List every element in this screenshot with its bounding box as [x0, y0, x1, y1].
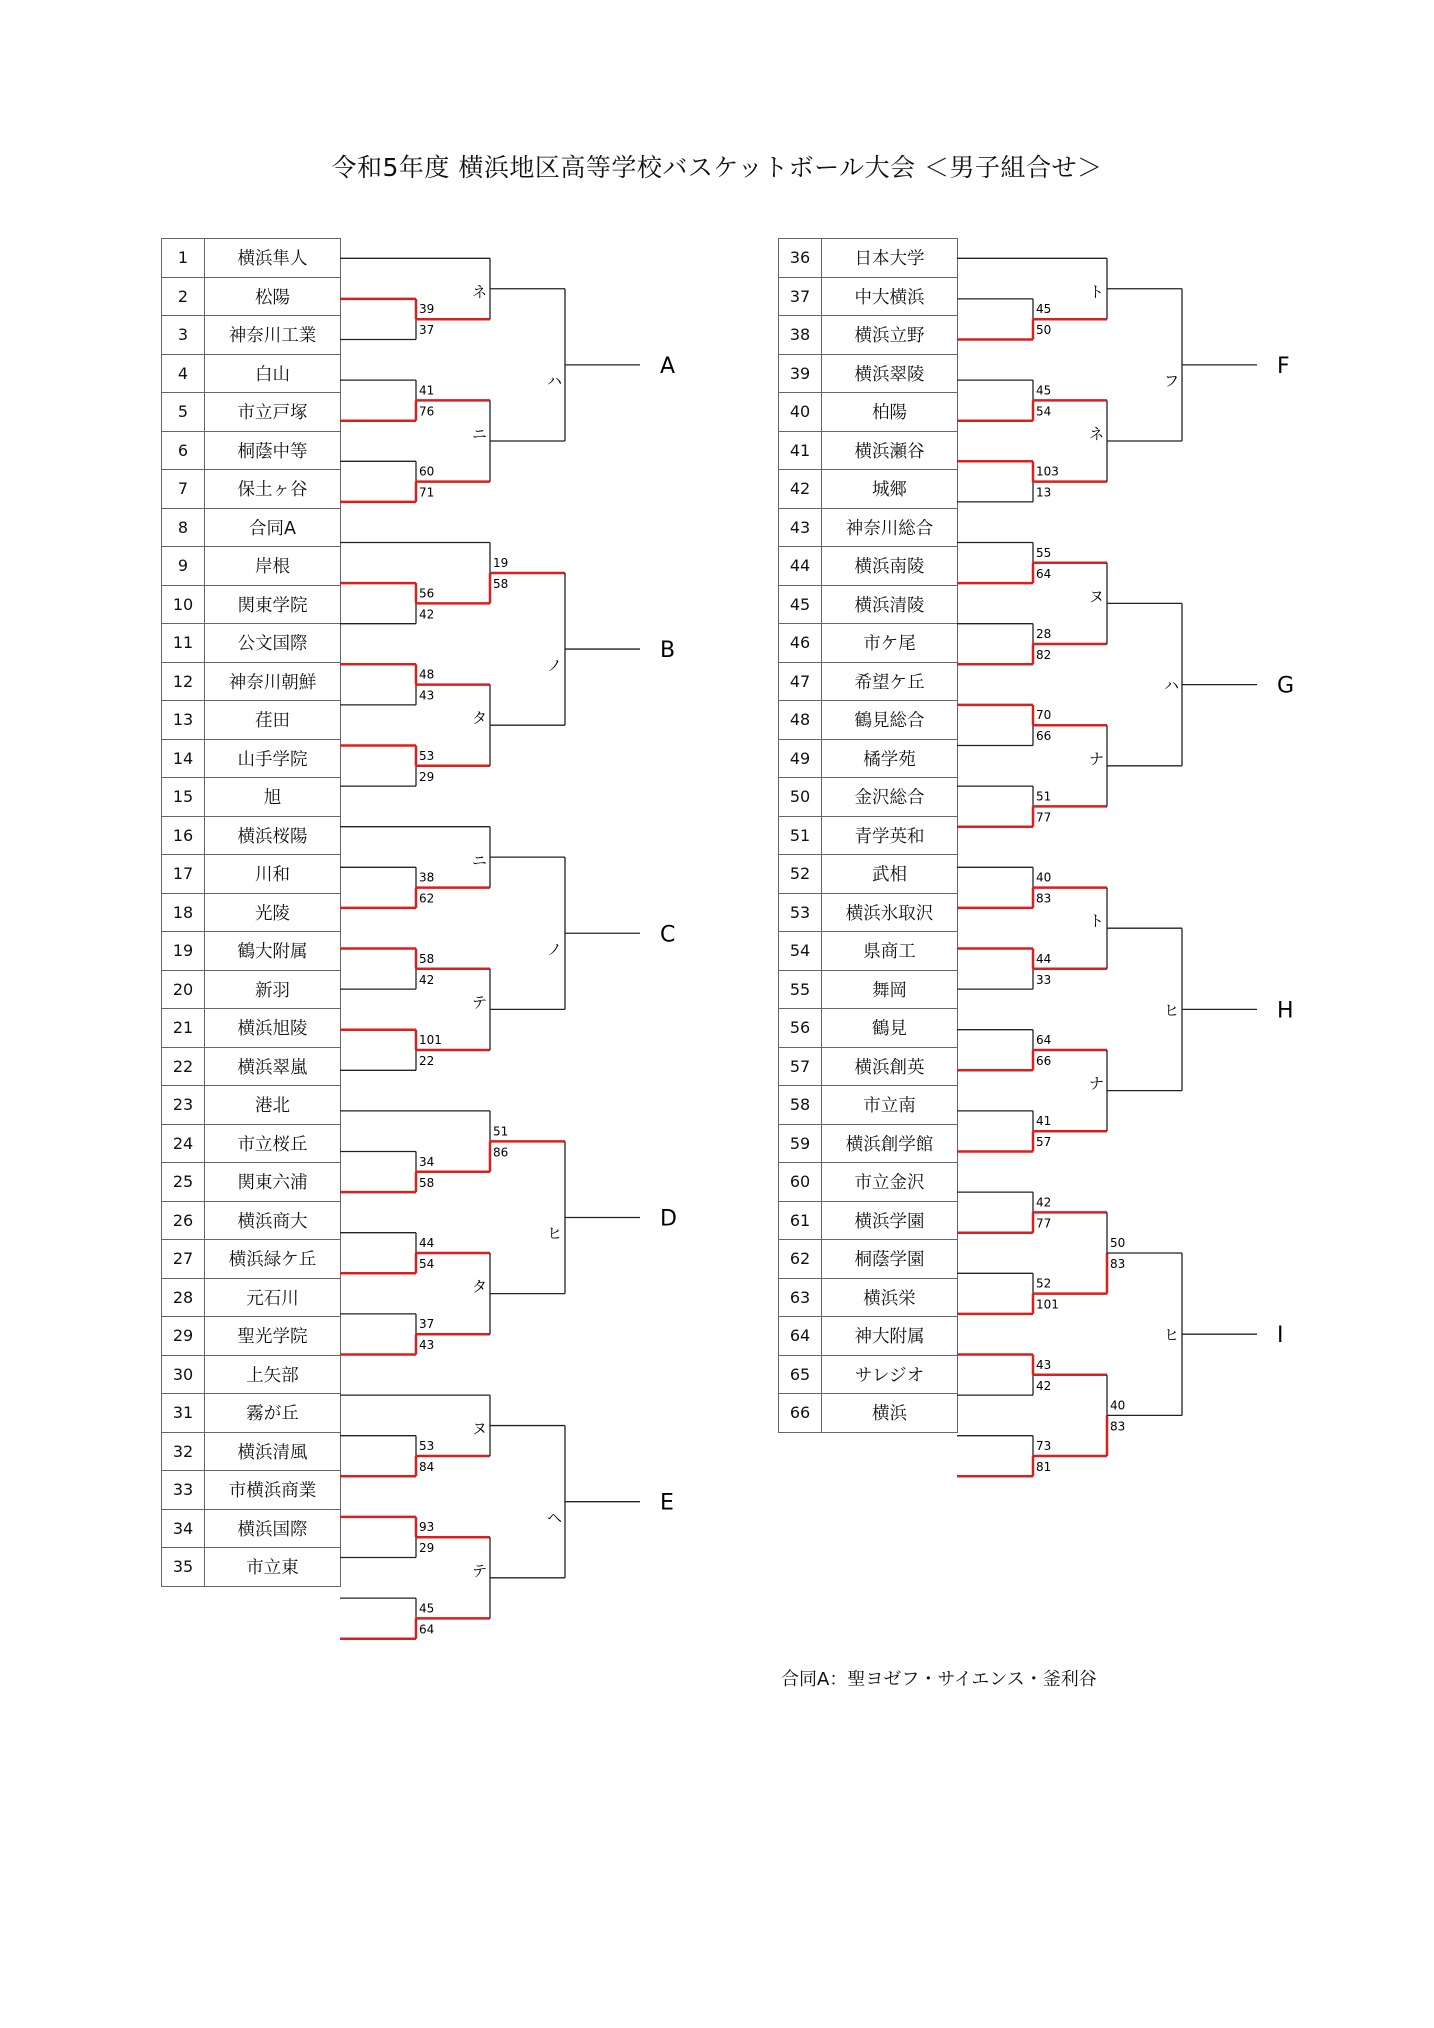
score-label: 60 [419, 464, 435, 479]
team-number: 6 [162, 431, 205, 470]
team-name: 桐蔭中等 [205, 431, 341, 470]
score-label: 34 [419, 1154, 435, 1169]
team-number: 39 [779, 354, 822, 393]
score-label: 93 [419, 1520, 435, 1535]
team-name: 横浜緑ケ丘 [205, 1240, 341, 1279]
score-label: 64 [419, 1622, 435, 1637]
team-number: 45 [779, 585, 822, 624]
score-label: 56 [419, 586, 435, 601]
score-label: 43 [419, 688, 435, 703]
score-label: 43 [1036, 1357, 1052, 1372]
score-label: 77 [1036, 810, 1052, 825]
team-name: 金沢総合 [822, 778, 958, 817]
block-label: F [1277, 353, 1290, 379]
score-label: 48 [419, 667, 435, 682]
team-number: 25 [162, 1163, 205, 1202]
bracket-label: ナ [1089, 749, 1105, 768]
score-label: 58 [419, 951, 435, 966]
team-number: 49 [779, 739, 822, 778]
team-number: 54 [779, 932, 822, 971]
score-label: 44 [419, 1236, 435, 1250]
team-name: 横浜翠陵 [822, 354, 958, 393]
score-label: 71 [419, 485, 435, 500]
score-label: 86 [493, 1145, 509, 1160]
block-label: C [660, 922, 676, 948]
page-title: 令和5年度 横浜地区高等学校バスケットボール大会 ＜男子組合せ＞ [331, 153, 1103, 182]
team-name: 鶴見総合 [822, 701, 958, 740]
team-number: 20 [162, 970, 205, 1009]
team-name: 霧が丘 [205, 1394, 341, 1433]
team-number: 58 [779, 1086, 822, 1125]
score-label: 52 [1036, 1276, 1052, 1291]
team-name: 白山 [205, 354, 341, 393]
team-number: 28 [162, 1278, 205, 1317]
score-label: 70 [1036, 708, 1052, 723]
team-name: 合同A [205, 508, 341, 547]
bracket-label: ネ [472, 282, 488, 301]
team-number: 29 [162, 1317, 205, 1356]
bracket-label: ノ [547, 656, 563, 675]
team-name: 鶴見 [822, 1009, 958, 1048]
team-name: 横浜 [822, 1394, 958, 1433]
score-label: 45 [419, 1601, 435, 1616]
team-name: 横浜桜陽 [205, 816, 341, 855]
score-label: 66 [1036, 1054, 1052, 1068]
score-label: 28 [1036, 627, 1052, 641]
team-name: 日本大学 [822, 239, 958, 278]
score-label: 66 [1036, 729, 1052, 744]
team-name: 市立戸塚 [205, 393, 341, 432]
bracket-label: テ [472, 1561, 488, 1580]
bracket-label: ヒ [1164, 1001, 1180, 1020]
score-label: 83 [1036, 891, 1052, 906]
team-number: 34 [162, 1509, 205, 1548]
team-name: 神奈川総合 [822, 508, 958, 547]
team-name: 横浜商大 [205, 1201, 341, 1240]
team-number: 64 [779, 1317, 822, 1356]
team-name: 横浜創学館 [822, 1124, 958, 1163]
score-label: 13 [1036, 485, 1052, 500]
team-number: 42 [779, 470, 822, 509]
bracket-label: ヒ [547, 1224, 563, 1243]
team-number: 15 [162, 778, 205, 817]
team-number: 19 [162, 932, 205, 971]
team-number: 53 [779, 893, 822, 932]
team-number: 12 [162, 662, 205, 701]
team-name: 横浜氷取沢 [822, 893, 958, 932]
score-label: 54 [1036, 404, 1052, 419]
team-number: 44 [779, 547, 822, 586]
score-label: 81 [1036, 1460, 1052, 1474]
team-name: 神奈川工業 [205, 316, 341, 355]
bracket-label: ヌ [1089, 587, 1105, 606]
score-label: 55 [1036, 545, 1052, 560]
team-number: 62 [779, 1240, 822, 1279]
team-number: 47 [779, 662, 822, 701]
team-number: 56 [779, 1009, 822, 1048]
score-label: 58 [493, 576, 509, 591]
score-label: 29 [419, 769, 435, 784]
block-label: H [1277, 998, 1294, 1024]
team-number: 21 [162, 1009, 205, 1048]
team-name: 県商工 [822, 932, 958, 971]
team-name: 横浜翠嵐 [205, 1047, 341, 1086]
team-name: 武相 [822, 855, 958, 894]
score-label: 50 [1036, 323, 1052, 338]
team-name: 鶴大附属 [205, 932, 341, 971]
score-label: 37 [419, 323, 435, 338]
bracket-label: ヌ [472, 1419, 488, 1438]
score-label: 64 [1036, 1033, 1052, 1047]
bracket-label: タ [472, 709, 488, 728]
score-label: 22 [419, 1054, 435, 1068]
score-label: 103 [1036, 464, 1059, 479]
team-number: 8 [162, 508, 205, 547]
score-label: 101 [1036, 1297, 1059, 1312]
team-number: 31 [162, 1394, 205, 1433]
team-name: 舞岡 [822, 970, 958, 1009]
team-number: 30 [162, 1355, 205, 1394]
team-name: 山手学院 [205, 739, 341, 778]
score-label: 53 [419, 748, 435, 763]
team-name: 横浜南陵 [822, 547, 958, 586]
team-name: 光陵 [205, 893, 341, 932]
team-number: 37 [779, 277, 822, 316]
score-label: 101 [419, 1033, 442, 1047]
team-name: 青学英和 [822, 816, 958, 855]
team-number: 43 [779, 508, 822, 547]
team-name: 川和 [205, 855, 341, 894]
team-number: 36 [779, 239, 822, 278]
team-name: サレジオ [822, 1355, 958, 1394]
team-name: 市立金沢 [822, 1163, 958, 1202]
bracket-label: フ [1164, 372, 1180, 391]
team-name: 横浜清陵 [822, 585, 958, 624]
team-name: 元石川 [205, 1278, 341, 1317]
score-label: 38 [419, 870, 435, 885]
team-number: 3 [162, 316, 205, 355]
team-name: 市立桜丘 [205, 1124, 341, 1163]
team-number: 22 [162, 1047, 205, 1086]
team-name: 横浜隼人 [205, 239, 341, 278]
team-number: 59 [779, 1124, 822, 1163]
footnote: 合同A：聖ヨゼフ・サイエンス・釜利谷 [781, 1669, 1097, 1690]
team-name: 城郷 [822, 470, 958, 509]
block-label: E [660, 1490, 674, 1516]
team-number: 63 [779, 1278, 822, 1317]
team-number: 65 [779, 1355, 822, 1394]
score-label: 29 [419, 1541, 435, 1556]
team-number: 33 [162, 1471, 205, 1510]
team-number: 9 [162, 547, 205, 586]
team-name: 横浜瀬谷 [822, 431, 958, 470]
team-name: 横浜学園 [822, 1201, 958, 1240]
team-name: 新羽 [205, 970, 341, 1009]
score-label: 51 [493, 1124, 509, 1139]
block-label: G [1277, 673, 1295, 699]
bracket-label: ナ [1089, 1074, 1105, 1093]
bracket-label: テ [472, 993, 488, 1012]
team-name: 神奈川朝鮮 [205, 662, 341, 701]
score-label: 76 [419, 404, 435, 419]
team-number: 40 [779, 393, 822, 432]
score-label: 57 [1036, 1135, 1052, 1150]
score-label: 42 [1036, 1195, 1052, 1210]
bracket-label: ヘ [547, 1508, 563, 1527]
score-label: 33 [1036, 972, 1052, 987]
team-number: 32 [162, 1432, 205, 1471]
team-number: 23 [162, 1086, 205, 1125]
score-label: 84 [419, 1460, 435, 1474]
team-number: 17 [162, 855, 205, 894]
score-label: 73 [1036, 1439, 1052, 1453]
team-name: 旭 [205, 778, 341, 817]
team-number: 27 [162, 1240, 205, 1279]
score-label: 42 [419, 607, 435, 622]
score-label: 45 [1036, 302, 1052, 317]
team-name: 市立南 [822, 1086, 958, 1125]
team-number: 7 [162, 470, 205, 509]
team-name: 希望ケ丘 [822, 662, 958, 701]
team-number: 41 [779, 431, 822, 470]
team-number: 46 [779, 624, 822, 663]
team-number: 55 [779, 970, 822, 1009]
team-name: 関東学院 [205, 585, 341, 624]
team-name: 横浜清風 [205, 1432, 341, 1471]
bracket-label: ト [1089, 912, 1105, 931]
score-label: 45 [1036, 383, 1052, 398]
score-label: 64 [1036, 566, 1052, 581]
team-name: 聖光学院 [205, 1317, 341, 1356]
bracket-label: ノ [547, 940, 563, 959]
team-name: 市立東 [205, 1548, 341, 1587]
bracket-label: ニ [472, 425, 488, 443]
score-label: 37 [419, 1317, 435, 1332]
team-number: 2 [162, 277, 205, 316]
score-label: 41 [1036, 1114, 1052, 1129]
team-name: 上矢部 [205, 1355, 341, 1394]
team-name: 保土ヶ谷 [205, 470, 341, 509]
team-name: 横浜栄 [822, 1278, 958, 1317]
score-label: 42 [1036, 1378, 1052, 1393]
team-name: 桐蔭学園 [822, 1240, 958, 1279]
team-number: 26 [162, 1201, 205, 1240]
bracket-label: ネ [1089, 425, 1105, 443]
team-number: 18 [162, 893, 205, 932]
bracket-label: ハ [1164, 676, 1180, 695]
score-label: 58 [419, 1175, 435, 1190]
bracket-label: ハ [547, 372, 563, 391]
team-name: 中大横浜 [822, 277, 958, 316]
score-label: 77 [1036, 1216, 1052, 1231]
team-name: 神大附属 [822, 1317, 958, 1356]
team-name: 松陽 [205, 277, 341, 316]
score-label: 39 [419, 302, 435, 317]
bracket-label: ニ [472, 851, 488, 870]
block-label: A [660, 353, 676, 379]
team-name: 柏陽 [822, 393, 958, 432]
score-label: 44 [1036, 951, 1052, 966]
team-name: 市横浜商業 [205, 1471, 341, 1510]
team-number: 13 [162, 701, 205, 740]
team-number: 61 [779, 1201, 822, 1240]
team-number: 57 [779, 1047, 822, 1086]
team-number: 35 [162, 1548, 205, 1587]
score-label: 42 [419, 972, 435, 987]
block-label: D [660, 1206, 677, 1232]
score-label: 40 [1110, 1398, 1126, 1413]
team-number: 11 [162, 624, 205, 663]
team-number: 10 [162, 585, 205, 624]
bracket-label: ト [1089, 282, 1105, 301]
team-name: 港北 [205, 1086, 341, 1125]
team-name: 関東六浦 [205, 1163, 341, 1202]
team-number: 66 [779, 1394, 822, 1433]
score-label: 19 [493, 555, 509, 570]
score-label: 53 [419, 1439, 435, 1453]
score-label: 54 [419, 1257, 435, 1271]
team-name: 市ケ尾 [822, 624, 958, 663]
score-label: 82 [1036, 648, 1052, 662]
bracket-label: ヒ [1164, 1326, 1180, 1345]
score-label: 83 [1110, 1419, 1126, 1434]
team-number: 4 [162, 354, 205, 393]
team-number: 16 [162, 816, 205, 855]
team-number: 1 [162, 239, 205, 278]
team-name: 横浜国際 [205, 1509, 341, 1548]
team-name: 荏田 [205, 701, 341, 740]
block-label: B [660, 638, 676, 664]
team-number: 50 [779, 778, 822, 817]
score-label: 62 [419, 891, 435, 906]
team-number: 5 [162, 393, 205, 432]
bracket-label: タ [472, 1277, 488, 1296]
score-label: 41 [419, 383, 435, 398]
score-label: 40 [1036, 870, 1052, 885]
team-number: 24 [162, 1124, 205, 1163]
team-name: 岸根 [205, 547, 341, 586]
team-number: 51 [779, 816, 822, 855]
team-number: 48 [779, 701, 822, 740]
block-label: I [1277, 1323, 1284, 1349]
score-label: 51 [1036, 789, 1052, 804]
team-number: 38 [779, 316, 822, 355]
score-label: 83 [1110, 1257, 1126, 1271]
team-number: 14 [162, 739, 205, 778]
team-name: 横浜創英 [822, 1047, 958, 1086]
score-label: 50 [1110, 1236, 1126, 1250]
team-name: 橘学苑 [822, 739, 958, 778]
team-name: 公文国際 [205, 624, 341, 663]
team-name: 横浜旭陵 [205, 1009, 341, 1048]
team-name: 横浜立野 [822, 316, 958, 355]
score-label: 43 [419, 1338, 435, 1353]
team-number: 52 [779, 855, 822, 894]
team-number: 60 [779, 1163, 822, 1202]
